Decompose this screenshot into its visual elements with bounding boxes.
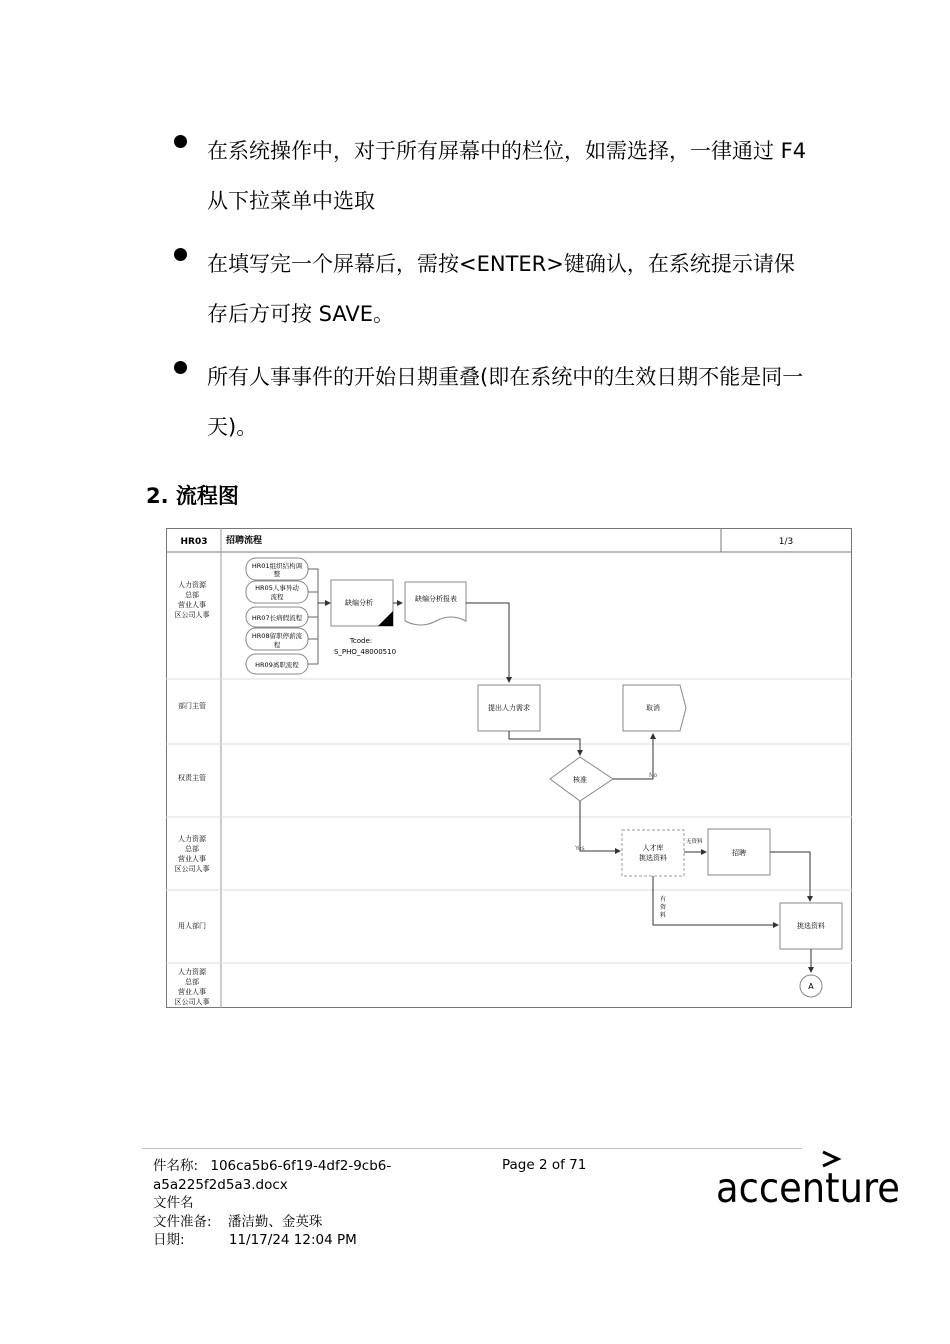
input-process	[246, 558, 308, 580]
approve: 核准	[573, 776, 587, 784]
section-title: 2. 流程图	[146, 484, 239, 508]
yes-label: Yes	[575, 845, 585, 852]
no-data-label: 无资料	[686, 839, 703, 845]
talent-pool-line: 人才库	[642, 844, 664, 852]
date-row	[153, 1231, 453, 1250]
lane-label: 部门主管	[178, 702, 206, 710]
lane-line: 营业人事	[178, 601, 206, 609]
raise-demand: 提出人力需求	[488, 704, 530, 712]
lane-label: 权责主管	[178, 774, 206, 782]
input-process	[246, 654, 308, 674]
page-number: Page 2 of 71	[502, 1157, 587, 1173]
bullet-item	[174, 126, 814, 226]
lane-line: 区公司人事	[174, 865, 210, 873]
cancel: 取消	[646, 704, 660, 712]
lane-line: 人力资源	[178, 968, 206, 976]
connector-a: A	[808, 982, 814, 991]
input-line: HR05人事异动	[255, 584, 299, 592]
date-label: 日期:	[153, 1232, 185, 1248]
prepared-row	[153, 1213, 453, 1232]
talent-pool-line: 挑选资料	[639, 854, 667, 862]
lane-label	[175, 834, 210, 873]
lane-label	[175, 580, 210, 619]
has-data-label: 有	[660, 896, 667, 903]
file-label: 文件名	[153, 1195, 194, 1211]
bullet-item	[174, 352, 814, 452]
lane-line: 总部	[185, 978, 199, 986]
logo-text: accenture	[716, 1164, 900, 1212]
file-name-row	[153, 1157, 453, 1194]
input-process	[246, 628, 308, 650]
prepared-value: 潘洁勤、金英珠	[227, 1213, 323, 1230]
lane-label: 用人部门	[178, 922, 206, 930]
input-line: HR07长病假流程	[251, 614, 303, 622]
prepared-label: 文件准备:	[153, 1213, 212, 1230]
file-name-label: 件名称:	[153, 1158, 199, 1174]
file-name-value: 106ca5b6-6f19-4df2-9cb6-a5a225f2d5a3.docx	[153, 1158, 392, 1193]
flow-page: 1/3	[778, 537, 794, 547]
accenture-logo	[712, 1150, 907, 1212]
bullet-dot	[174, 135, 187, 148]
flow-title: 招聘流程	[226, 536, 263, 546]
bullet-text: 在填写完一个屏幕后，需按<ENTER>键确认，在系统提示请保存后方可按 SAVE。	[207, 252, 795, 326]
no-label: No	[649, 772, 658, 779]
shortage-analysis: 缺编分析	[345, 599, 373, 607]
input-line: HR08留职停薪流	[251, 632, 303, 640]
lane-line: 区公司人事	[174, 611, 210, 619]
tcode-value: S_PHO_48000510	[333, 648, 397, 656]
bullet-item	[174, 239, 814, 339]
input-line: 整	[273, 570, 281, 578]
flow-code: HR03	[180, 537, 208, 547]
has-data-label: 料	[660, 912, 667, 919]
lane-line: 区公司人事	[174, 998, 210, 1006]
lane-line: 总部	[185, 591, 199, 599]
bullet-dot	[174, 248, 187, 261]
date-value: 11/17/24 12:04 PM	[228, 1232, 357, 1248]
recruit: 招聘	[732, 849, 746, 857]
input-line: HR01组织结构调	[251, 562, 303, 570]
flowchart	[166, 528, 852, 1008]
lane-line: 人力资源	[178, 581, 206, 589]
input-line: 流程	[270, 593, 284, 601]
input-process	[246, 581, 308, 603]
lane-line: 营业人事	[178, 988, 206, 996]
select-data: 挑选资料	[797, 922, 825, 930]
input-line: 程	[273, 641, 281, 649]
footer-info	[153, 1157, 453, 1250]
input-process	[246, 607, 308, 627]
shortage-report: 缺编分析报表	[415, 595, 457, 603]
lane-label	[175, 967, 210, 1006]
footer-divider	[142, 1148, 802, 1149]
lane-line: 人力资源	[178, 835, 206, 843]
lane-line: 营业人事	[178, 855, 206, 863]
tcode-label: Tcode:	[349, 637, 373, 645]
bullet-dot	[174, 361, 187, 374]
bullet-text: 在系统操作中，对于所有屏幕中的栏位，如需选择，一律通过 F4 从下拉菜单中选取	[207, 139, 807, 213]
input-line: HR09离职流程	[255, 661, 299, 669]
bullet-text: 所有人事事件的开始日期重叠(即在系统中的生效日期不能是同一天)。	[207, 365, 804, 439]
lane-line: 总部	[185, 845, 199, 853]
has-data-label: 资	[660, 904, 667, 911]
